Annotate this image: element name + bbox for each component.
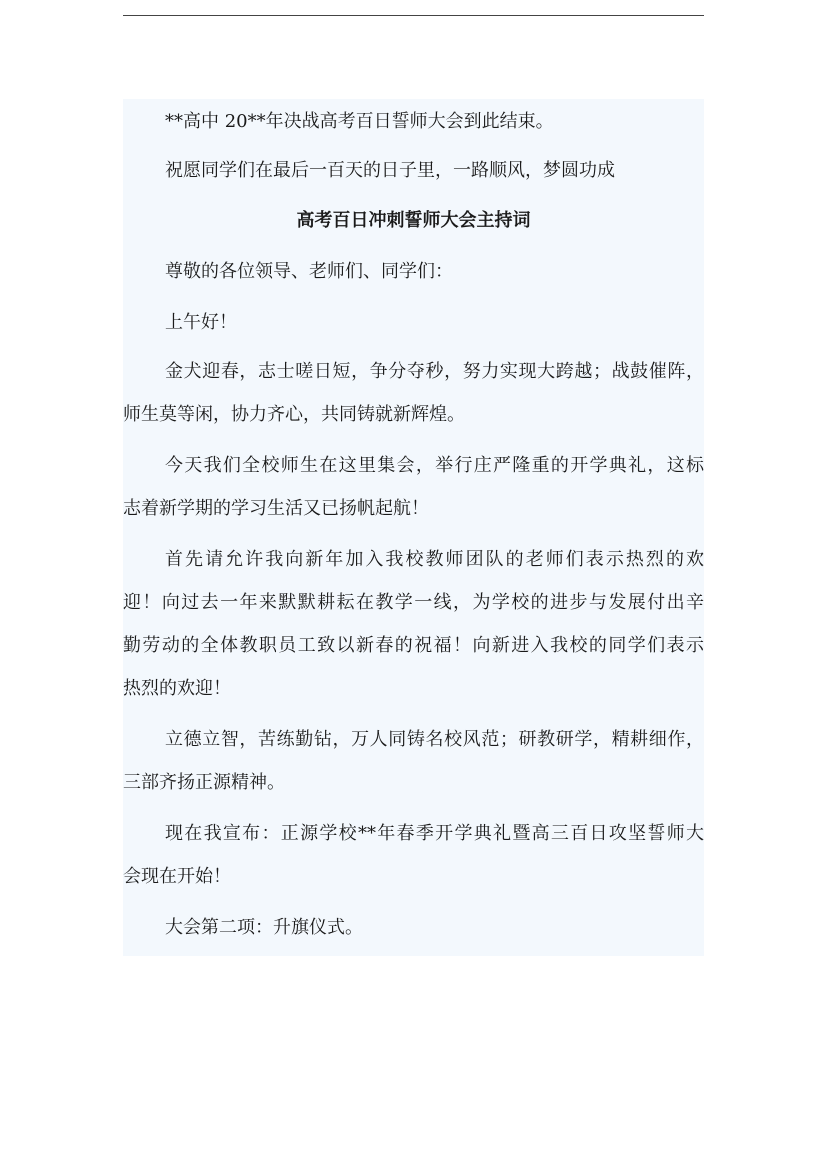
closing-line-2: 祝愿同学们在最后一百天的日子里，一路顺风，梦圆功成 [165,160,615,181]
salutation: 尊敬的各位领导、老师们、同学们： [165,261,453,282]
document-body [123,99,704,956]
paragraph-3-line-3: 勤劳动的全体教职员工致以新春的祝福！向新进入我校的同学们表示 [123,635,704,656]
paragraph-5-line-1: 现在我宣布：正源学校**年春季开学典礼暨高三百日攻坚誓师大 [165,823,704,844]
paragraph-4-line-2: 三部齐扬正源精神。 [123,772,285,793]
paragraph-3-line-1: 首先请允许我向新年加入我校教师团队的老师们表示热烈的欢 [165,549,704,570]
paragraph-3-line-2: 迎！向过去一年来默默耕耘在教学一线，为学校的进步与发展付出辛 [123,592,704,613]
paragraph-5-line-2: 会现在开始！ [123,866,231,887]
paragraph-2-line-2: 志着新学期的学习生活又已扬帆起航！ [123,498,429,519]
paragraph-1-line-2: 师生莫等闲，协力齐心，共同铸就新辉煌。 [123,404,465,425]
paragraph-1-line-1: 金犬迎春，志士嗟日短，争分夺秒，努力实现大跨越；战鼓催阵， [165,361,704,382]
header-rule [123,15,704,16]
closing-line-1: **高中 20**年决战高考百日誓师大会到此结束。 [165,111,554,132]
document-title: 高考百日冲刺誓师大会主持词 [296,210,531,231]
paragraph-3-line-4: 热烈的欢迎！ [123,678,231,699]
agenda-item: 大会第二项：升旗仪式。 [165,917,363,938]
greeting: 上午好！ [165,312,237,333]
paragraph-4-line-1: 立德立智，苦练勤钻，万人同铸名校风范；研教研学，精耕细作， [165,729,704,750]
paragraph-2-line-1: 今天我们全校师生在这里集会，举行庄严隆重的开学典礼，这标 [165,455,704,476]
